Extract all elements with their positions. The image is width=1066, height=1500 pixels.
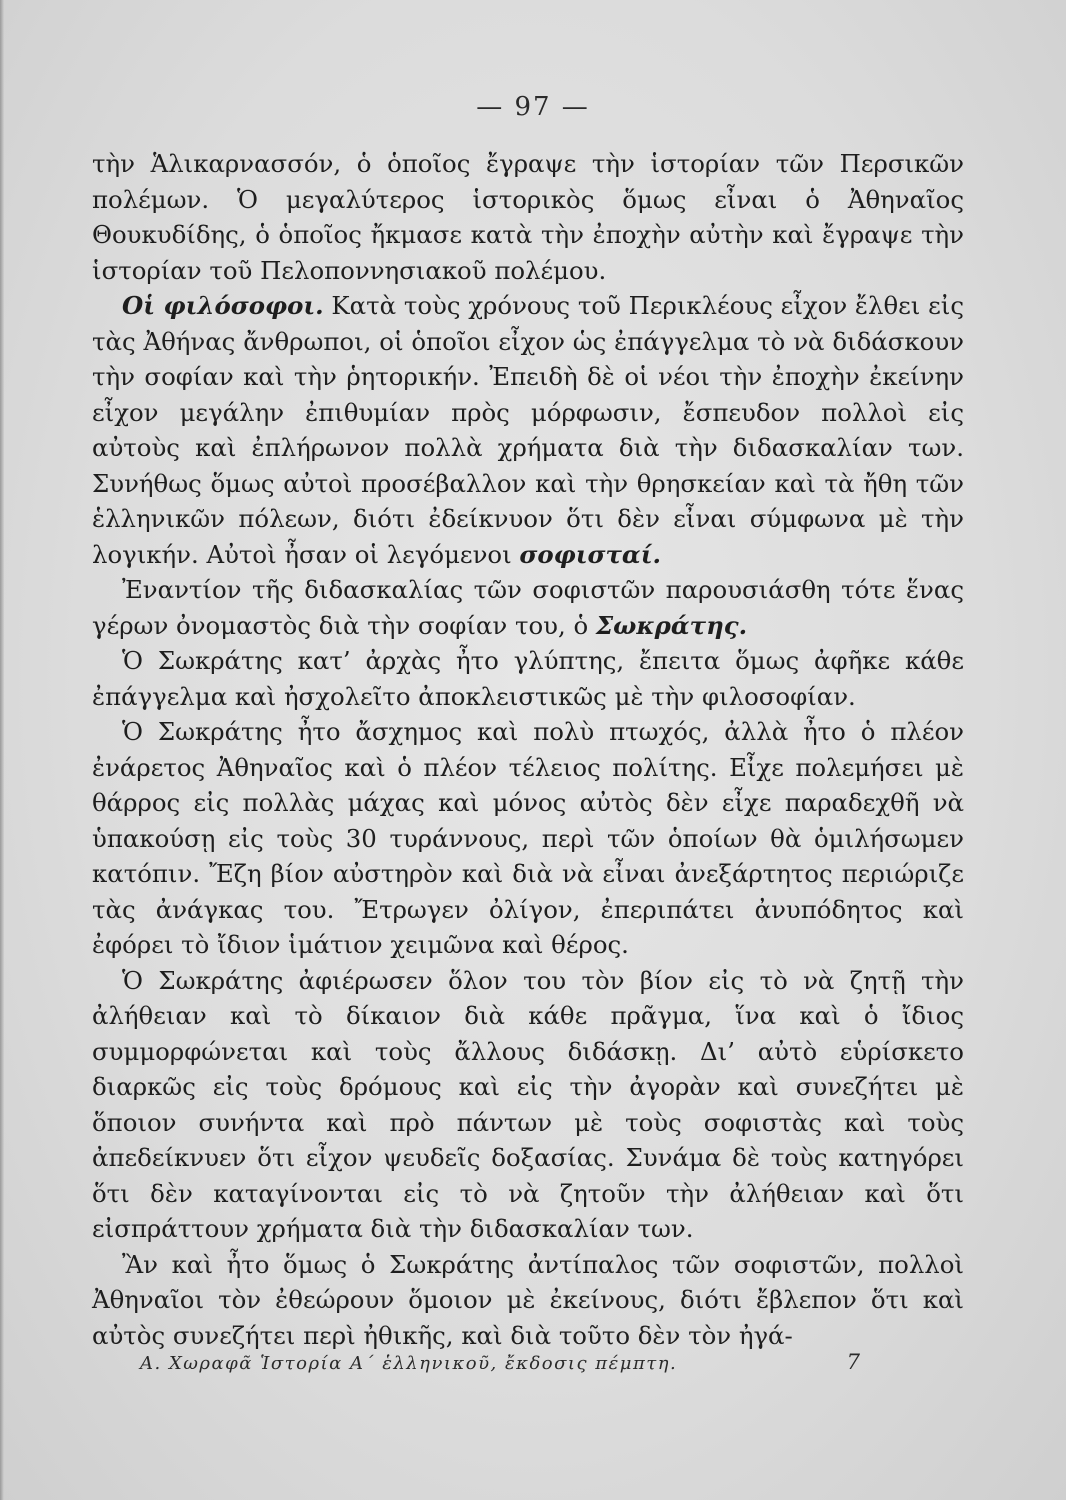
socrates-opponent-paragraph: Ἂν καὶ ἦτο ὅμως ὁ Σωκράτης ἀντίπαλος τῶν σοφιστῶν, πολλοὶ Ἀθηναῖοι τὸν ἐθεώρουν ὅμοιον μὲ ἐκείνους, διότι ἔβλεπον ὅτι καὶ αὐτὸς συνεζήτει περὶ ἠθικῆς, καὶ διὰ τοῦτο δὲν τὸν ἠγά-: [92, 1249, 964, 1350]
continuation-paragraph: τὴν Ἁλικαρνασσόν, ὁ ὁποῖος ἔγραψε τὴν ἱστορίαν τῶν Περσικῶν πολέμων. Ὁ μεγαλύτερος ἱστορικὸς ὅμως εἶναι ὁ Ἀθηναῖος Θουκυδίδης, ὁ ὁποῖος ἤκμασε κατὰ τὴν ἐποχὴν αὐτὴν καὶ ἔγραψε τὴν ἱστορίαν τοῦ Πελοποννησιακοῦ πολέμου.: [92, 149, 964, 285]
sophists-term: σοφισταί.: [519, 539, 661, 569]
footer-book-title: Α. Χωραφᾶ Ἱστορία Α΄ ἑλληνικοῦ, ἔκδοσις πέμπτη.: [140, 1353, 678, 1374]
section-heading: Οἱ φιλόσοφοι.: [122, 291, 324, 320]
socrates-truth-paragraph: Ὁ Σωκράτης ἀφιέρωσεν ὅλον του τὸν βίον εἰς τὸ νὰ ζητῇ τὴν ἀλήθειαν καὶ τὸ δίκαιον διὰ κάθε πρᾶγμα, ἵνα καὶ ὁ ἴδιος συμμορφώνεται καὶ τοὺς ἄλλους διδάσκῃ. Δι’ αὐτὸ εὑρίσκετο διαρκῶς εἰς τοὺς δρόμους καὶ εἰς τὴν ἀγορὰν καὶ συνεζήτει μὲ ὅποιον συνήντα καὶ πρὸ πάντων μὲ τοὺς σοφιστὰς καὶ τοὺς ἀπεδείκνυεν ὅτι εἶχον ψευδεῖς δοξασίας. Συνάμα δὲ τοὺς κατηγόρει ὅτι δὲν καταγίνονται εἰς τὸ νὰ ζητοῦν τὴν ἀλήθειαν καὶ ὅτι εἰσπράττουν χρήματα διὰ τὴν διδασκαλίαν των.: [92, 965, 964, 1243]
philosophers-paragraph: [92, 288, 964, 572]
page-number: — 97 —: [476, 92, 590, 122]
socrates-sculptor-paragraph: Ὁ Σωκράτης κατ’ ἀρχὰς ἦτο γλύπτης, ἔπειτα ὅμως ἀφῆκε κάθε ἐπάγγελμα καὶ ἠσχολεῖτο ἀποκλειστικῶς μὲ τὴν φιλοσοφίαν.: [92, 646, 964, 711]
page-footer: [140, 1350, 860, 1374]
philosophers-text: Κατὰ τοὺς χρόνους τοῦ Περικλέους εἶχον ἔλθει εἰς τὰς Ἀθήνας ἄνθρωποι, οἱ ὁποῖοι εἶχον ὡς ἐπάγγελμα τὸ νὰ διδάσκουν τὴν σοφίαν καὶ τὴν ῥητορικήν. Ἐπειδὴ δὲ οἱ νέοι τὴν ἐποχὴν ἐκείνην εἶχον μεγάλην ἐπιθυμίαν πρὸς μόρφωσιν, ἔσπευδον πολλοὶ εἰς αὐτοὺς καὶ ἐπλήρωνον πολλὰ χρήματα διὰ τὴν διδασκαλίαν των. Συνήθως ὅμως αὐτοὶ προσέβαλλον καὶ τὴν θρησκείαν καὶ τὰ ἤθη τῶν ἑλληνικῶν πόλεων, διότι ἐδείκνυον ὅτι δὲν εἶναι σύμφωνα μὲ τὴν λογικήν. Αὐτοὶ ἦσαν οἱ λεγόμενοι: [92, 291, 964, 569]
socrates-name: Σωκράτης.: [595, 610, 748, 640]
socrates-intro-text: Ἐναντίον τῆς διδασκαλίας τῶν σοφιστῶν παρουσιάσθη τότε ἕνας γέρων ὀνομαστὸς διὰ τὴν σοφίαν του, ὁ: [92, 575, 964, 640]
socrates-virtue-paragraph: Ὁ Σωκράτης ἦτο ἄσχημος καὶ πολὺ πτωχός, ἀλλὰ ἦτο ὁ πλέον ἐνάρετος Ἀθηναῖος καὶ ὁ πλέον τέλειος πολίτης. Εἶχε πολεμήσει μὲ θάρρος εἰς πολλὰς μάχας καὶ μόνος αὐτὸς δὲν εἶχε παραδεχθῆ νὰ ὑπακούσῃ εἰς τοὺς 30 τυράννους, περὶ τῶν ὁποίων θὰ ὁμιλήσωμεν κατόπιν. Ἔζη βίον αὐστηρὸν καὶ διὰ νὰ εἶναι ἀνεξάρτητος περιώριζε τὰς ἀνάγκας του. Ἔτρωγεν ὀλίγον, ἐπεριπάτει ἀνυπόδητος καὶ ἐφόρει τὸ ἴδιον ἱμάτιον χειμῶνα καὶ θέρος.: [92, 717, 964, 959]
footer-signature-mark: 7: [846, 1350, 860, 1374]
socrates-intro-paragraph: [92, 572, 964, 643]
page-binding-shadow: [0, 0, 4, 1500]
page-body: [92, 146, 964, 1353]
